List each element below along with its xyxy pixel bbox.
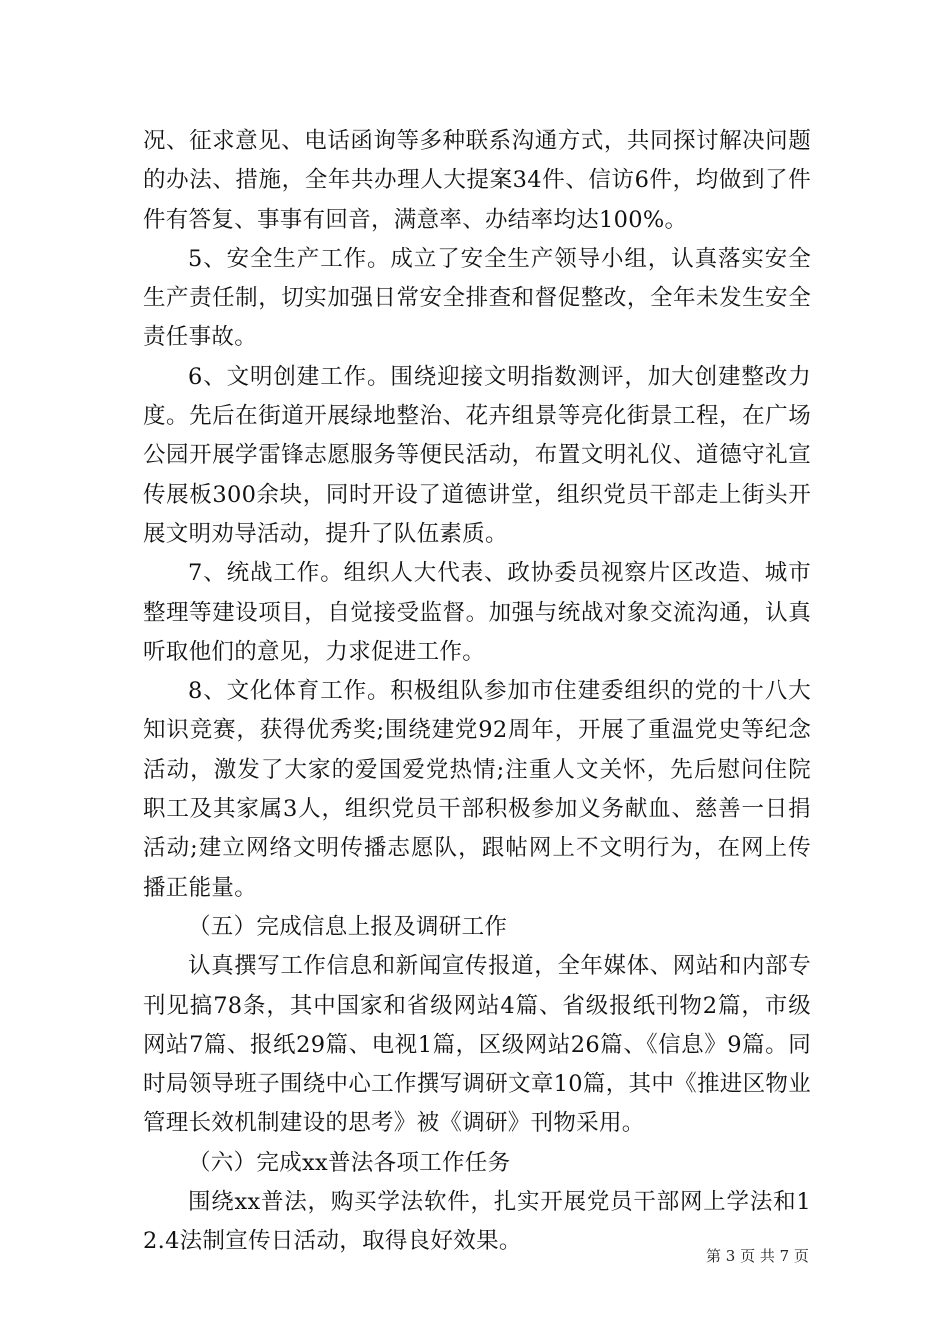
- paragraph-united-front: 7、统战工作。组织人大代表、政协委员视察片区改造、城市整理等建设项目，自觉接受监督。加强与统战对象交流沟通，认真听取他们的意见，力求促进工作。: [143, 560, 811, 665]
- document-body: [143, 122, 811, 1262]
- paragraph-culture-sports: 8、文化体育工作。积极组队参加市住建委组织的党的十八大知识竞赛，获得优秀奖;围绕建党92周年，开展了重温党史等纪念活动，激发了大家的爱国爱党热情;注重人文关怀，先后慰问住院职工及其家属3人，组织党员干部积极参加义务献血、慈善一日捐活动;建立网络文明传播志愿队，跟帖网上不文明行为，在网上传播正能量。: [143, 678, 811, 901]
- section-heading-law-education: （六）完成xx普法各项工作任务: [188, 1149, 511, 1176]
- paragraph-safety-production: 5、安全生产工作。成立了安全生产领导小组，认真落实安全生产责任制，切实加强日常安全排查和督促整改，全年未发生安全责任事故。: [143, 245, 811, 351]
- paragraph-info-reporting: 认真撰写工作信息和新闻宣传报道，全年媒体、网站和内部专刊见搞78条，其中国家和省级网站4篇、省级报纸刊物2篇，市级网站7篇、报纸29篇、电视1篇，区级网站26篇、《信息》9篇。同时局领导班子围绕中心工作撰写调研文章10篇，其中《推进区物业管理长效机制建设的思考》被《调研》刊物采用。: [143, 953, 811, 1137]
- paragraph-civilization-building: 6、文明创建工作。围绕迎接文明指数测评，加大创建整改力度。先后在街道开展绿地整治、花卉组景等亮化街景工程，在广场公园开展学雷锋志愿服务等便民活动，布置文明礼仪、道德守礼宣传展板300余块，同时开设了道德讲堂，组织党员干部走上街头开展文明劝导活动，提升了队伍素质。: [143, 363, 811, 547]
- paragraph-continuation: 况、征求意见、电话函询等多种联系沟通方式，共同探讨解决问题的办法、措施，全年共办理人大提案34件、信访6件，均做到了件件有答复、事事有回音，满意率、办结率均达100%。: [143, 128, 811, 233]
- paragraph-law-education: 围绕xx普法，购买学法软件，扎实开展党员干部网上学法和12.4法制宣传日活动，取得良好效果。: [143, 1189, 811, 1255]
- page-number-footer: 第 3 页 共 7 页: [706, 1247, 809, 1265]
- section-heading-info-reporting: （五）完成信息上报及调研工作: [188, 913, 508, 940]
